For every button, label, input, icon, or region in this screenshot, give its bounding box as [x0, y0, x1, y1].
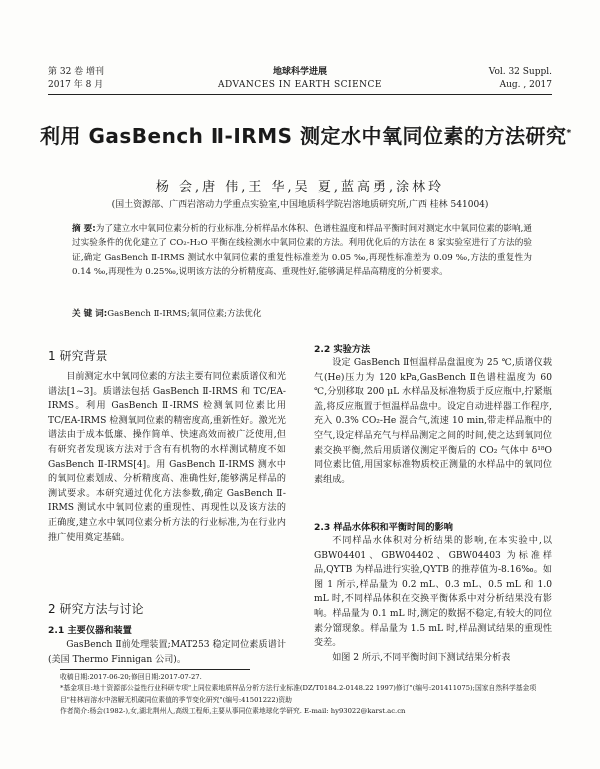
header-volume-cn: 第 32 卷 增刊 — [48, 67, 105, 77]
subsection-2-3-paragraph-2: 如图 2 所示,不同平衡时间下测试结果分析表 — [332, 653, 511, 663]
header-date-cn: 2017 年 8 月 — [48, 80, 104, 90]
footnote-author-intro: 作者简介:杨会(1982-),女,湖北荆州人,高级工程师,主要从事同位素地球化学研究. E-mail: hy93022@karst.ac.cn — [60, 707, 406, 716]
subsection-2-3-title: 2.3 样品水体积和平衡时间的影响 — [314, 522, 453, 533]
keywords — [72, 307, 532, 321]
keywords-text: GasBench Ⅱ-IRMS;氧同位素;方法优化 — [107, 309, 262, 319]
footnote-received: 收稿日期:2017-06-20;修回日期:2017-07-27. — [60, 673, 202, 681]
title-footnote-mark: * — [566, 128, 572, 139]
affiliation: (国土资源部、广西岩溶动力学重点实验室,中国地质科学院岩溶地质研究所,广西 桂林 541004) — [111, 200, 489, 210]
subsection-2-2-title: 2.2 实验方法 — [314, 344, 371, 355]
footnote-rule — [60, 669, 250, 670]
header-journal-en: ADVANCES IN EARTH SCIENCE — [217, 80, 382, 90]
abstract — [72, 222, 532, 279]
section-1-title: 1 研究背景 — [48, 349, 108, 363]
abstract-label: 摘 要: — [72, 224, 96, 234]
footnote-fund: *基金项目:地十资源部公益性行业科研专项"上同位素地质样品分析方法行业标准(DZ/T0184.2-0148.22 1997)修订"(编号:201411075);国家自然科学基金项目"桂林岩溶水中溶解无机碳同位素值的季节变化研究"(编号:41501222)资助 — [60, 684, 537, 704]
keywords-label: 关 键 词: — [72, 309, 108, 319]
header-rule — [48, 94, 552, 95]
footnotes — [60, 672, 540, 718]
section-2-title: 2 研究方法与讨论 — [48, 602, 144, 616]
authors: 杨 会,唐 伟,王 华,吴 夏,蓝高勇,涂林玲 — [155, 180, 445, 195]
subsection-2-2-paragraph: 设定 GasBench Ⅱ恒温样品盘温度为 25 ℃,质谱仪载气(He)压力为 120 kPa,GasBench Ⅱ色谱柱温度为 60 ℃,分别移取 200 μL 水样品及标准物质于反应瓶中,拧紧瓶盖,将反应瓶置于恒温样品盘中。设定自动进样器工作程序,充入 0.3% CO₂-He 混合气,流速 10 min,带走样品瓶中的空气,设定样品充气与样品测定之间的时间,使之达到氧同位素交换平衡,然后用质谱仪测定平衡后的 CO₂ 气体中 δ¹⁸O 同位素比值,用国家标准物质校正测量的水样品中的氧同位素组成。 — [314, 358, 552, 485]
subsection-2-1-paragraph: GasBench Ⅱ前处理装置;MAT253 稳定同位素质谱计(美国 Thermo Finnigan 公司)。 — [48, 640, 286, 665]
subsection-2-3-paragraph-1: 不同样品水体积对分析结果的影响,在本实验中,以 GBW04401、GBW04402、GBW04403 为标准样品,QYTB 为样品进行实验,QYTB 的推荐值为-8.16‰。如图 1 所示,样品量为 0.2 mL、0.3 mL、0.5 mL 和 1.0 mL 时,不同样品体积在交换平衡体系中对分析结果没有影响。样品量为 0.1 mL 时,测定的数据不稳定,有较大的同位素分馏现象。样品量为 1.5 mL 时,样品测试结果的重现性变差。 — [314, 536, 552, 649]
paper-title: 利用 GasBench Ⅱ-IRMS 测定水中氧同位素的方法研究* — [40, 124, 572, 148]
abstract-text: 为了建立水中氧同位素分析的行业标准,分析样品水体积、色谱柱温度和样品平衡时间对测定水中氧同位素的影响,通过实验条件的优化建立了 CO₂-H₂O 平衡在线检测水中氧同位素的方法。利用优化后的方法在 8 家实验室进行了方法的验证,确定 GasBench Ⅱ-IRMS 测试水中氧同位素的重复性标准差为 0.05 ‰,再现性标准差为 0.09 ‰,方法的重复性为 0.14 ‰,再现性为 0.25‰,说明该方法的分析精度高、重现性好,能够满足样品高精度的分析要求。 — [72, 224, 532, 277]
header-journal-cn: 地球科学进展 — [272, 67, 327, 77]
section-1-paragraph: 目前测定水中氧同位素的方法主要有同位素质谱仪和光谱法[1~3]。质谱法包括 GasBench Ⅱ-IRMS 和 TC/EA-IRMS。利用 GasBench Ⅱ-IRMS 检测氧同位素比用 TC/EA-IRMS 检测氧同位素的精密度高,重新性好。激光光谱法由于成本低廉、操作简单、快速高效而被广泛使用,但有研究者发现该方法对于含有有机物的水样测试精度不如 GasBench Ⅱ-IRMS[4]。用 GasBench Ⅱ-IRMS 测水中的氧同位素划成、分析精度高、准确性好,能够满足样品的测试要求。本研究通过优化方法参数,确定 GasBench Ⅱ-IRMS 测试水中氧同位素的重现性、再现性以及该方法的正确度,建立水中氧同位素分析方法的行业标准,为在行业内推广使用奠定基础。 — [48, 372, 286, 543]
subsection-2-1-title: 2.1 主要仪器和装置 — [48, 625, 132, 636]
header-volume-en: Vol. 32 Suppl. — [488, 67, 552, 77]
header-date-en: Aug. , 2017 — [499, 80, 552, 90]
